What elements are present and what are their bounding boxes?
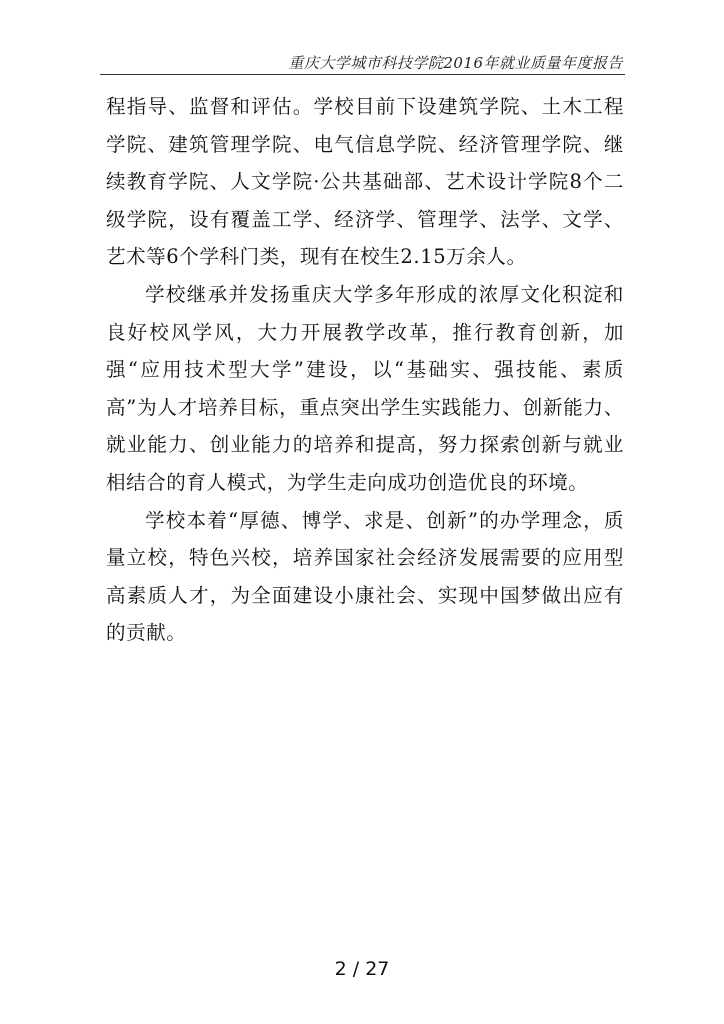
paragraph-school-philosophy: 学校本着“厚德、博学、求是、创新”的办学理念，质量立校，特色兴校，培养国家社会经济发展需要的应用型高素质人才，为全面建设小康社会、实现中国梦做出应有的贡献。	[106, 508, 624, 645]
document-body	[106, 88, 624, 652]
paragraph-continuation: 程指导、监督和评估。学校目前下设建筑学院、土木工程学院、建筑管理学院、电气信息学院、经济管理学院、继续教育学院、人文学院·公共基础部、艺术设计学院8个二级学院，设有覆盖工学、经济学、管理学、法学、文学、艺术等6个学科门类，现有在校生2.15万余人。	[106, 95, 624, 269]
page-header	[100, 50, 625, 75]
paragraph-school-tradition: 学校继承并发扬重庆大学多年形成的浓厚文化积淀和良好校风学风，大力开展教学改革，推行教育创新，加强“应用技术型大学”建设，以“基础实、强技能、素质高”为人才培养目标，重点突出学生实践能力、创新能力、就业能力、创业能力的培养和提高，努力探索创新与就业相结合的育人模式，为学生走向成功创造优良的环境。	[106, 282, 624, 494]
page-number: 2 / 27	[334, 958, 390, 980]
report-title: 重庆大学城市科技学院2016年就业质量年度报告	[288, 54, 623, 72]
